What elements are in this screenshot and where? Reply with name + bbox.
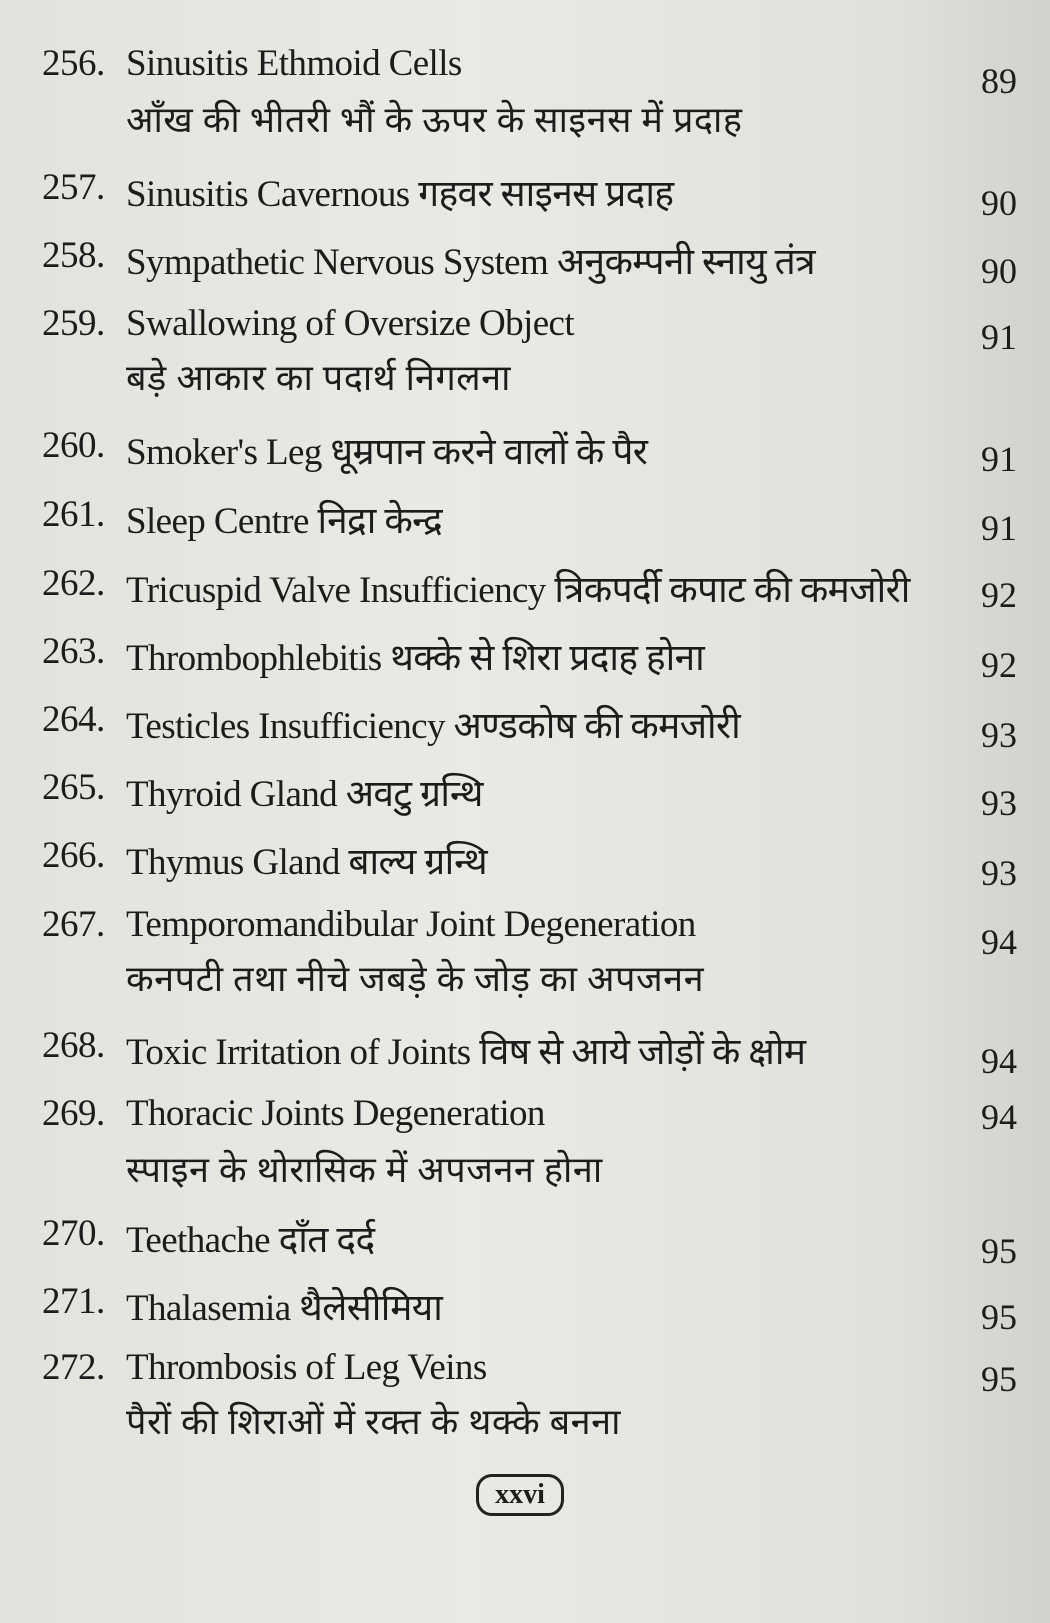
entry-number: 260. <box>42 425 105 466</box>
entry-page-number: 91 <box>981 508 1017 548</box>
entry-page-number: 94 <box>981 922 1017 962</box>
entry-title: Teethache दाँत दर्द <box>126 1220 375 1261</box>
entry-number: 259. <box>42 303 105 344</box>
entry-number: 272. <box>42 1347 105 1388</box>
entry-number: 266. <box>42 835 105 876</box>
entry-number: 269. <box>42 1093 105 1134</box>
entry-page-number: 91 <box>981 439 1017 479</box>
entry-page-number: 90 <box>981 183 1017 223</box>
entry-page-number: 89 <box>981 61 1017 101</box>
entry-page-number: 94 <box>981 1097 1017 1137</box>
entry-page-number: 94 <box>981 1041 1017 1081</box>
entry-title: Tricuspid Valve Insufficiency त्रिकपर्दी कपाट की कमजोरी <box>126 570 910 611</box>
entry-number: 271. <box>42 1281 105 1322</box>
entry-page-number: 91 <box>981 317 1017 357</box>
entry-title: Toxic Irritation of Joints विष से आये जोड़ों के क्षोम <box>126 1032 806 1073</box>
entry-number: 270. <box>42 1213 105 1254</box>
entry-page-number: 93 <box>981 715 1017 755</box>
entry-title: Sleep Centre निद्रा केन्द्र <box>126 501 443 542</box>
entry-title: Sympathetic Nervous System अनुकम्पनी स्नायु तंत्र <box>126 242 815 283</box>
entry-number: 267. <box>42 904 105 945</box>
entry-title: Temporomandibular Joint Degeneration <box>126 904 696 945</box>
entry-title: Thrombophlebitis थक्के से शिरा प्रदाह होना <box>126 638 705 679</box>
entry-number: 268. <box>42 1025 105 1066</box>
page-number-badge: xxvi <box>476 1474 564 1516</box>
entry-title: Thymus Gland बाल्य ग्रन्थि <box>126 842 488 883</box>
entry-number: 263. <box>42 631 105 672</box>
entry-subtitle: कनपटी तथा नीचे जबड़े के जोड़ का अपजनन <box>126 959 705 999</box>
entry-number: 258. <box>42 235 105 276</box>
entry-subtitle: पैरों की शिराओं में रक्त के थक्के बनना <box>126 1402 621 1442</box>
entry-page-number: 92 <box>981 645 1017 685</box>
entry-page-number: 95 <box>981 1297 1017 1337</box>
entry-subtitle: आँख की भीतरी भौं के ऊपर के साइनस में प्रदाह <box>126 100 743 140</box>
entry-title: Sinusitis Cavernous गहवर साइनस प्रदाह <box>126 174 674 215</box>
entry-number: 257. <box>42 167 105 208</box>
entry-title: Thalasemia थैलेसीमिया <box>126 1288 443 1329</box>
entry-title: Smoker's Leg धूम्रपान करने वालों के पैर <box>126 432 648 473</box>
entry-number: 262. <box>42 563 105 604</box>
entry-number: 256. <box>42 43 105 84</box>
entry-title: Thyroid Gland अवटु ग्रन्थि <box>126 774 483 815</box>
entry-title: Testicles Insufficiency अण्डकोष की कमजोरी <box>126 706 741 747</box>
entry-page-number: 95 <box>981 1231 1017 1271</box>
entry-page-number: 93 <box>981 783 1017 823</box>
entry-number: 261. <box>42 494 105 535</box>
entry-title: Sinusitis Ethmoid Cells <box>126 43 462 84</box>
entry-title: Swallowing of Oversize Object <box>126 303 575 344</box>
entry-subtitle: स्पाइन के थोरासिक में अपजनन होना <box>126 1150 603 1190</box>
entry-title: Thrombosis of Leg Veins <box>126 1347 487 1388</box>
entry-title: Thoracic Joints Degeneration <box>126 1093 545 1134</box>
entry-page-number: 95 <box>981 1359 1017 1399</box>
entry-number: 265. <box>42 767 105 808</box>
entry-page-number: 93 <box>981 853 1017 893</box>
entry-page-number: 92 <box>981 575 1017 615</box>
entry-number: 264. <box>42 699 105 740</box>
entry-subtitle: बड़े आकार का पदार्थ निगलना <box>126 358 511 398</box>
entry-page-number: 90 <box>981 251 1017 291</box>
